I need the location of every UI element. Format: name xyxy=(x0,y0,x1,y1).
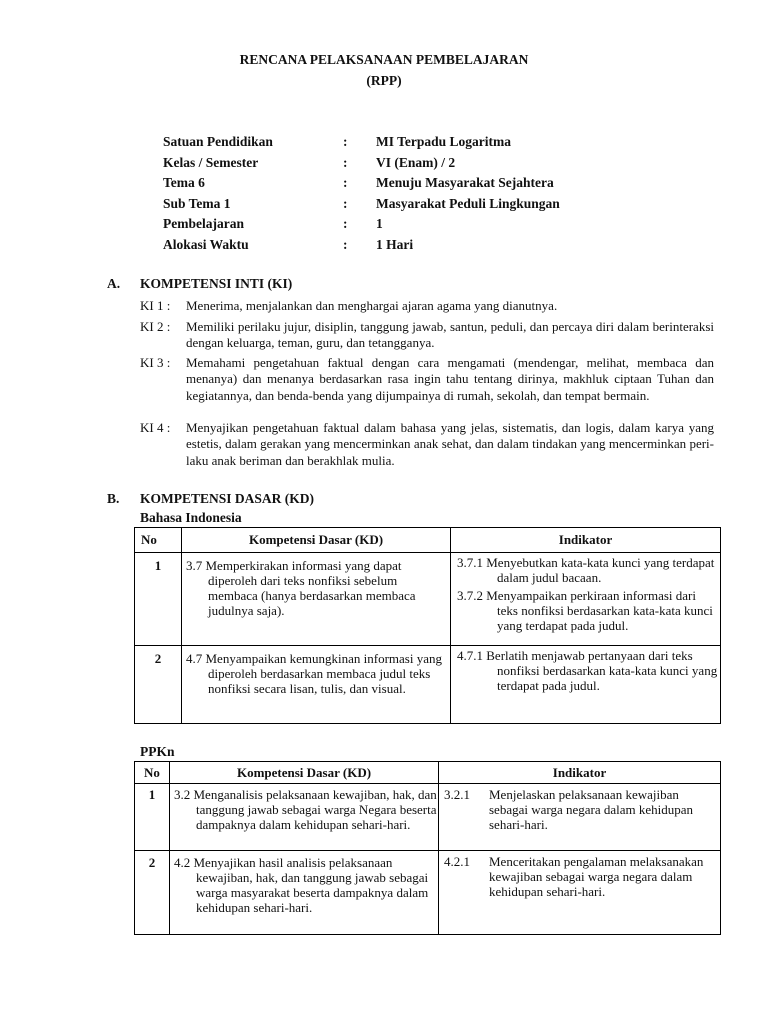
ki-text: Menerima, menjalankan dan menghargai ajaran agama yang dianutnya. xyxy=(186,298,558,313)
kd-text: 3.2 Menganalisis pelaksanaan kewajiban, hak, dan tanggung jawab sebagai warga Negara beserta dampaknya dalam kehidupan sehari-hari. xyxy=(174,787,437,832)
ki-text: Memahami pengetahuan faktual dengan cara mengamati (mendengar, melihat, membaca dan menanya) dan menanya berdasarkan rasa ingin tahu tentang dirinya, makhluk ciptaan Tuhan dan kegiatannya, dan benda-benda yang dijumpainya di rumah, sekolah, dan tempat bermain. xyxy=(186,355,714,403)
indikator-item: 4.7.1 Berlatih menjawab pertanyaan dari teks nonfiksi berdasarkan kata-kata kunci yang terdapat pada judul. xyxy=(457,648,718,693)
row-kd xyxy=(182,553,451,646)
identity-colon: : xyxy=(343,134,348,149)
ki-code: KI 2 : xyxy=(140,319,171,334)
col-indikator: Indikator xyxy=(439,762,721,784)
indikator-code: 4.2.1 xyxy=(444,854,470,869)
ki-item xyxy=(140,355,714,404)
row-no: 1 xyxy=(135,784,170,851)
row-indikator xyxy=(451,646,721,724)
col-indikator: Indikator xyxy=(451,528,721,553)
row-no: 1 xyxy=(135,553,182,646)
identity-label: Alokasi Waktu xyxy=(163,236,249,252)
subject-ppkn: PPKn xyxy=(140,744,175,759)
identity-row xyxy=(163,196,560,217)
identity-value: Menuju Masyarakat Sejahtera xyxy=(376,175,554,191)
row-no: 2 xyxy=(135,851,170,935)
identity-label: Sub Tema 1 xyxy=(163,195,231,211)
section-title: KOMPETENSI INTI (KI) xyxy=(140,276,293,291)
row-kd xyxy=(182,646,451,724)
indikator-code: 3.2.1 xyxy=(444,787,470,802)
ki-code: KI 3 : xyxy=(140,355,171,370)
indikator-item xyxy=(444,787,716,832)
indikator-item: 3.7.2 Menyampaikan perkiraan informasi dari teks nonfiksi berdasarkan kata-kata kunci yang terdapat pada judul. xyxy=(457,588,713,633)
identity-value: VI (Enam) / 2 xyxy=(376,154,456,170)
identity-value: MI Terpadu Logaritma xyxy=(376,134,512,149)
ki-code: KI 1 : xyxy=(140,298,171,313)
table-row xyxy=(135,851,721,935)
identity-row xyxy=(163,237,560,258)
row-indikator xyxy=(451,553,721,646)
row-indikator xyxy=(439,851,721,935)
col-kd: Kompetensi Dasar (KD) xyxy=(182,528,451,553)
identity-row xyxy=(163,134,560,155)
identity-label: Kelas / Semester xyxy=(163,154,259,170)
kd-text: 4.2 Menyajikan hasil analisis pelaksanaan kewajiban, hak, dan tanggung jawab sebagai warga masyarakat beserta dampaknya dalam kehidupan sehari-hari. xyxy=(174,855,429,915)
kd-text: 4.7 Menyampaikan kemungkinan informasi yang diperoleh berdasarkan membaca judul teks nonfiksi secara lisan, tulis, dan visual. xyxy=(186,651,442,696)
ki-code: KI 4 : xyxy=(140,420,171,435)
table-header-row xyxy=(135,528,721,553)
row-no: 2 xyxy=(135,646,182,724)
identity-label: Pembelajaran xyxy=(163,216,244,232)
col-no: No xyxy=(135,762,170,784)
subject-bahasa-indonesia: Bahasa Indonesia xyxy=(140,510,242,525)
row-kd xyxy=(170,784,439,851)
identity-block xyxy=(163,134,560,258)
document-subtitle: (RPP) xyxy=(366,73,402,88)
identity-colon: : xyxy=(343,195,348,211)
col-no: No xyxy=(135,528,182,553)
identity-colon: : xyxy=(343,236,348,252)
ki-text: Memiliki perilaku jujur, disiplin, tanggung jawab, santun, peduli, dan percaya diri dalam berinteraksi dengan keluarga, teman, guru, dan tetangganya. xyxy=(186,319,714,351)
identity-colon: : xyxy=(343,216,348,232)
ki-item xyxy=(140,420,714,469)
ki-text: Menyajikan pengetahuan faktual dalam bahasa yang jelas, sistematis, dan logis, dalam karya yang estetis, dalam gerakan yang mencerminkan anak sehat, dan dalam tindakan yang mencerminkan peri-laku anak beriman dan berakhlak mulia. xyxy=(186,420,714,468)
col-kd: Kompetensi Dasar (KD) xyxy=(170,762,439,784)
identity-label: Satuan Pendidikan xyxy=(163,134,273,149)
identity-colon: : xyxy=(343,175,348,191)
ki-item xyxy=(140,298,714,314)
section-letter: A. xyxy=(107,276,121,291)
identity-value: 1 xyxy=(376,216,383,232)
row-kd xyxy=(170,851,439,935)
identity-label: Tema 6 xyxy=(163,175,205,191)
identity-row xyxy=(163,216,560,237)
indikator-text: Menjelaskan pelaksanaan kewajiban sebagai warga negara dalam kehidupan sehari-hari. xyxy=(489,787,694,832)
row-indikator xyxy=(439,784,721,851)
section-letter: B. xyxy=(107,491,120,506)
identity-value: 1 Hari xyxy=(376,236,414,252)
table-row xyxy=(135,646,721,724)
indikator-item xyxy=(444,854,716,899)
table-row xyxy=(135,553,721,646)
identity-value: Masyarakat Peduli Lingkungan xyxy=(376,195,560,211)
table-row xyxy=(135,784,721,851)
kd-table-bahasa xyxy=(134,527,721,724)
indikator-item: 3.7.1 Menyebutkan kata-kata kunci yang terdapat dalam judul bacaan. xyxy=(457,555,715,585)
kd-text: 3.7 Memperkirakan informasi yang dapat diperoleh dari teks nonfiksi sebelum membaca (hanya berdasarkan membaca judulnya saja). xyxy=(186,558,416,618)
table-header-row xyxy=(135,762,721,784)
document-title: RENCANA PELAKSANAAN PEMBELAJARAN xyxy=(239,52,529,67)
identity-row xyxy=(163,155,560,176)
identity-colon: : xyxy=(343,154,348,170)
ki-item xyxy=(140,319,714,352)
section-title: KOMPETENSI DASAR (KD) xyxy=(140,491,315,506)
identity-row xyxy=(163,175,560,196)
indikator-text: Menceritakan pengalaman melaksanakan kewajiban sebagai warga negara dalam kehidupan sehari-hari. xyxy=(489,854,704,899)
kd-table-ppkn xyxy=(134,761,721,935)
